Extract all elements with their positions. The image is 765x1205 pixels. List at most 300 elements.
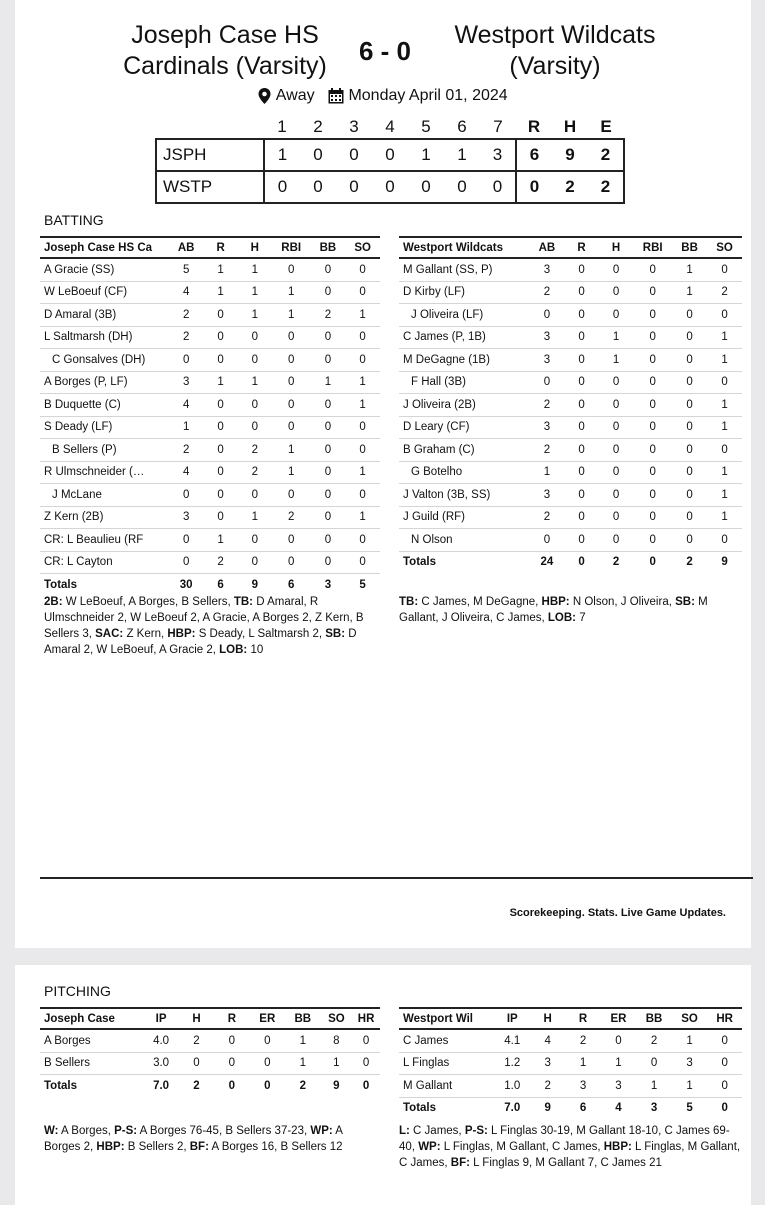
linescore-header-row [156, 116, 624, 139]
stat-cell: 0 [564, 506, 598, 529]
stat-cell: 0 [564, 439, 598, 462]
column-header: R [564, 237, 598, 258]
inning-score: 0 [480, 171, 516, 203]
note-key: HBP: [541, 596, 570, 608]
stat-cell: 0 [599, 529, 633, 552]
stat-cell: 1 [599, 349, 633, 372]
note-key: TB: [399, 596, 419, 608]
player-name: A Borges (P, LF) [40, 371, 169, 394]
stat-cell: 2 [565, 1029, 600, 1052]
stat-cell: 1 [707, 349, 742, 372]
note-value: A Borges 76-45, B Sellers 37-23, [137, 1125, 311, 1137]
stat-cell: 0 [272, 371, 311, 394]
stat-cell: 0 [672, 326, 707, 349]
team-column-header: Westport Wil [399, 1008, 494, 1029]
inning-score: 0 [444, 171, 480, 203]
note-key: P-S: [114, 1125, 138, 1137]
total-cell: 7.0 [153, 1079, 170, 1092]
note-key: WP: [418, 1141, 441, 1153]
location-pin-icon [258, 88, 271, 104]
tagline: Scorekeeping. Stats. Live Game Updates. [509, 907, 726, 919]
player-name: S Deady (LF) [40, 416, 169, 439]
player-name: W LeBoeuf (CF) [40, 281, 169, 304]
stat-cell: 0 [672, 506, 707, 529]
stat-cell: 8 [321, 1029, 353, 1052]
stat-cell: 1.0 [494, 1075, 530, 1098]
player-name: C James (P, 1B) [399, 326, 529, 349]
total-cell: 4 [615, 1102, 622, 1115]
stat-cell: 1 [238, 281, 272, 304]
stat-cell: 0 [238, 551, 272, 574]
game-date: Monday April 01, 2024 [348, 87, 508, 104]
player-row [399, 461, 742, 484]
pitching-card [15, 965, 751, 1205]
total-cell: 9 [333, 1079, 340, 1092]
stat-cell: 5 [169, 258, 204, 281]
inning-score: 1 [444, 139, 480, 171]
stat-cell: 0 [707, 439, 742, 462]
total-cell: 9 [251, 578, 258, 591]
stat-cell: 2 [169, 439, 204, 462]
note-value: B Sellers 2, [124, 1141, 190, 1153]
stat-cell: 3 [529, 349, 564, 372]
stat-cell: 4.1 [494, 1029, 530, 1052]
inning-score: 3 [480, 139, 516, 171]
stat-cell: 0 [633, 258, 672, 281]
linescore-row [156, 171, 624, 203]
team-column-header: Joseph Case [40, 1008, 143, 1029]
player-row [40, 349, 380, 372]
column-header: H [179, 1008, 214, 1029]
note-key: SB: [675, 596, 695, 608]
stat-cell: 0 [599, 461, 633, 484]
column-header: SO [345, 237, 380, 258]
stat-cell: 0 [250, 1052, 286, 1075]
stat-cell: 1 [345, 461, 380, 484]
total-cell: 0 [578, 556, 585, 569]
stat-cell: 0 [564, 461, 598, 484]
stat-cell: 1 [672, 1029, 708, 1052]
stat-cell: 0 [272, 326, 311, 349]
player-name: J Valton (3B, SS) [399, 484, 529, 507]
total-cell: 9 [544, 1102, 551, 1115]
stat-cell: 1 [601, 1052, 637, 1075]
inning-1-header: 1 [277, 117, 287, 136]
stat-cell: 0 [204, 439, 238, 462]
stat-cell: 1 [272, 304, 311, 327]
stat-cell: 0 [311, 529, 346, 552]
team-column-header: Joseph Case HS Ca [40, 237, 169, 258]
note-key: P-S: [464, 1125, 488, 1137]
stat-cell: 3 [601, 1075, 637, 1098]
stat-cell: 3 [529, 258, 564, 281]
player-row [399, 1052, 742, 1075]
home-pitching-table [40, 1007, 380, 1097]
section-divider [40, 877, 753, 879]
stat-cell: 0 [599, 439, 633, 462]
stat-cell: 1 [636, 1075, 672, 1098]
stat-cell: 1 [672, 1075, 708, 1098]
column-header: RBI [272, 237, 311, 258]
stat-cell: 0 [169, 349, 204, 372]
totals-row [40, 1075, 380, 1097]
stat-cell: 0 [599, 416, 633, 439]
column-header: H [599, 237, 633, 258]
stat-cell: 0 [311, 416, 346, 439]
player-name: M Gallant [399, 1075, 494, 1098]
stat-cell: 0 [633, 281, 672, 304]
stat-cell: 0 [179, 1052, 214, 1075]
column-header: BB [311, 237, 346, 258]
stat-cell: 3 [530, 1052, 565, 1075]
stat-cell: 0 [633, 529, 672, 552]
stat-cell: 0 [345, 529, 380, 552]
stat-cell: 0 [672, 416, 707, 439]
stat-cell: 4.0 [143, 1029, 179, 1052]
stat-cell: 1 [169, 416, 204, 439]
total-cell: 0 [264, 1079, 271, 1092]
stat-cell: 0 [238, 349, 272, 372]
player-row [40, 371, 380, 394]
stat-cell: 0 [169, 529, 204, 552]
stat-cell: 0 [272, 416, 311, 439]
player-name: J Oliveira (2B) [399, 394, 529, 417]
player-name: A Gracie (SS) [40, 258, 169, 281]
note-key: 2B: [44, 596, 63, 608]
player-row [40, 439, 380, 462]
totals-label: Totals [44, 1079, 78, 1092]
inning-score: 0 [372, 139, 408, 171]
stat-cell: 1 [707, 506, 742, 529]
stat-cell: 1 [599, 326, 633, 349]
stat-cell: 0 [204, 416, 238, 439]
stat-cell: 0 [204, 349, 238, 372]
stat-cell: 0 [352, 1029, 380, 1052]
player-row [40, 551, 380, 574]
player-row [40, 1052, 380, 1075]
total-cell: 30 [179, 578, 193, 591]
stat-cell: 0 [311, 439, 346, 462]
total-cell: 7.0 [504, 1102, 521, 1115]
player-name: C James [399, 1029, 494, 1052]
column-header: ER [601, 1008, 637, 1029]
player-row [40, 281, 380, 304]
player-row [399, 281, 742, 304]
note-value: N Olson, J Oliveira, [569, 596, 676, 608]
stat-cell: 2 [169, 326, 204, 349]
player-row [40, 326, 380, 349]
player-row [399, 349, 742, 372]
stat-cell: 0 [564, 326, 598, 349]
stat-cell: 0 [672, 529, 707, 552]
inning-score: 1 [408, 139, 444, 171]
totals-label: Totals [403, 556, 437, 569]
stat-cell: 3 [672, 1052, 708, 1075]
stat-cell: 0 [633, 416, 672, 439]
stat-cell: 0 [272, 394, 311, 417]
player-name: M Gallant (SS, P) [399, 258, 529, 281]
stat-cell: 1 [272, 461, 311, 484]
total-cell: 6 [579, 1102, 587, 1115]
inning-score: 0 [300, 139, 336, 171]
total-cell: 2 [686, 556, 693, 569]
player-name: L Saltmarsh (DH) [40, 326, 169, 349]
note-key: HBP: [96, 1141, 125, 1153]
stat-cell: 0 [214, 1052, 249, 1075]
batting-section-title: BATTING [44, 212, 104, 228]
stat-cell: 1 [707, 484, 742, 507]
column-header: HR [707, 1008, 742, 1029]
home-pitching-notes [44, 1123, 374, 1155]
stat-cell: 0 [169, 484, 204, 507]
stat-cell: 1 [285, 1029, 321, 1052]
stat-cell: 0 [238, 484, 272, 507]
column-header: BB [636, 1008, 672, 1029]
column-header: IP [494, 1008, 530, 1029]
stat-cell: 0 [250, 1029, 286, 1052]
player-name: F Hall (3B) [399, 371, 529, 394]
stat-cell: 0 [169, 551, 204, 574]
stat-cell: 1 [529, 461, 564, 484]
stat-cell: 0 [204, 326, 238, 349]
column-header: BB [285, 1008, 321, 1029]
stat-cell: 1 [321, 1052, 353, 1075]
stat-cell: 0 [238, 529, 272, 552]
total-cell: 0 [362, 1079, 370, 1092]
stat-cell: 0 [272, 484, 311, 507]
stat-cell: 4 [169, 461, 204, 484]
note-value: Z Kern, [123, 628, 168, 640]
total-cell: 24 [540, 556, 554, 569]
stat-cell: 3 [529, 416, 564, 439]
stat-cell: 0 [204, 506, 238, 529]
stat-cell: 1 [238, 371, 272, 394]
stat-cell: 0 [599, 506, 633, 529]
inning-score: 0 [336, 139, 372, 171]
total-cell: 2 [612, 556, 620, 569]
stat-cell: 1 [707, 416, 742, 439]
errors-header: E [600, 117, 612, 136]
note-key: W: [44, 1125, 59, 1137]
stat-cell: 0 [707, 371, 742, 394]
player-row [40, 529, 380, 552]
stat-cell: 0 [707, 258, 742, 281]
stat-cell: 1 [238, 304, 272, 327]
stat-cell: 0 [672, 394, 707, 417]
stat-cell: 0 [311, 551, 346, 574]
stat-cell: 0 [672, 371, 707, 394]
game-meta [15, 87, 751, 105]
stat-cell: 0 [311, 281, 346, 304]
total-cell: 0 [228, 1079, 236, 1092]
column-header: R [565, 1008, 600, 1029]
player-row [399, 394, 742, 417]
stat-cell: 0 [599, 394, 633, 417]
note-value: D Amaral, R Ulmschneider 2, W LeBoeuf 2, A Gracie, A Borges 2, Z Kern, B Sellers 3, [44, 596, 364, 640]
stat-cell: 0 [272, 551, 311, 574]
stat-cell: 2 [707, 281, 742, 304]
stat-cell: 0 [238, 326, 272, 349]
stat-cell: 0 [564, 484, 598, 507]
stat-cell: 0 [633, 326, 672, 349]
stat-cell: 2 [238, 439, 272, 462]
note-key: L: [399, 1125, 410, 1137]
player-name: N Olson [399, 529, 529, 552]
stat-cell: 0 [672, 349, 707, 372]
away-batting-notes [399, 594, 744, 626]
stat-cell: 0 [214, 1029, 249, 1052]
note-value: L Finglas 30-19, M Gallant 18-10, C James 69-40, [399, 1125, 730, 1153]
total-cell: 5 [359, 578, 366, 591]
total-cell: 6 [288, 578, 295, 591]
stat-cell: 0 [238, 394, 272, 417]
stat-cell: 0 [564, 304, 598, 327]
inning-score: 0 [264, 171, 300, 203]
stat-cell: 0 [272, 529, 311, 552]
linescore-team: WSTP [156, 171, 264, 203]
inning-score: 0 [408, 171, 444, 203]
player-name: Z Kern (2B) [40, 506, 169, 529]
note-key: SAC: [95, 628, 124, 640]
stat-cell: 0 [345, 484, 380, 507]
stat-cell: 1 [707, 326, 742, 349]
stat-cell: 0 [672, 461, 707, 484]
stat-cell: 1 [238, 258, 272, 281]
stat-cell: 0 [672, 304, 707, 327]
stat-cell: 1 [204, 258, 238, 281]
linescore-team: JSPH [156, 139, 264, 171]
runs-total: 6 [516, 139, 552, 171]
stat-cell: 2 [636, 1029, 672, 1052]
header-row [40, 1008, 380, 1029]
note-value: M Gallant, J Oliveira, C James, [399, 596, 708, 624]
stat-cell: 0 [311, 258, 346, 281]
stat-cell: 0 [345, 551, 380, 574]
stat-cell: 0 [633, 371, 672, 394]
stat-cell: 0 [204, 394, 238, 417]
stat-cell: 2 [529, 394, 564, 417]
player-name: CR: L Cayton [40, 551, 169, 574]
stat-cell: 0 [599, 484, 633, 507]
column-header: AB [169, 237, 204, 258]
stat-cell: 1 [345, 506, 380, 529]
linescore-row [156, 139, 624, 171]
stat-cell: 0 [272, 258, 311, 281]
stat-cell: 1 [285, 1052, 321, 1075]
stat-cell: 0 [345, 281, 380, 304]
stat-cell: 1 [311, 371, 346, 394]
stat-cell: 0 [633, 349, 672, 372]
note-value: W LeBoeuf, A Borges, B Sellers, [62, 596, 234, 608]
stat-cell: 1 [345, 304, 380, 327]
stat-cell: 2 [272, 506, 311, 529]
stat-cell: 0 [238, 416, 272, 439]
errors-total: 2 [588, 139, 624, 171]
player-row [399, 416, 742, 439]
stat-cell: 1 [272, 281, 311, 304]
stat-cell: 0 [345, 349, 380, 372]
stat-cell: 0 [204, 484, 238, 507]
team-column-header: Westport Wildcats [399, 237, 529, 258]
note-key: LOB: [547, 612, 577, 624]
column-header: RBI [633, 237, 672, 258]
header-row [40, 237, 380, 258]
column-header: H [238, 237, 272, 258]
stat-cell: 0 [529, 371, 564, 394]
total-cell: 0 [721, 1102, 728, 1115]
player-name: B Sellers [40, 1052, 143, 1075]
player-row [40, 461, 380, 484]
stat-cell: 0 [564, 529, 598, 552]
stat-cell: 2 [311, 304, 346, 327]
total-cell: 2 [299, 1079, 306, 1092]
totals-row [40, 574, 380, 596]
note-value: C James, M DeGagne, [418, 596, 542, 608]
calendar-icon [328, 88, 344, 104]
player-row [399, 326, 742, 349]
column-header: ER [250, 1008, 286, 1029]
note-value: 10 [247, 644, 264, 656]
note-key: HBP: [603, 1141, 632, 1153]
stat-cell: 3 [529, 484, 564, 507]
stat-cell: 0 [707, 1029, 742, 1052]
note-key: SB: [325, 628, 346, 640]
note-value: L Finglas, M Gallant, C James, [399, 1141, 741, 1169]
player-name: A Borges [40, 1029, 143, 1052]
stat-cell: 0 [707, 1052, 742, 1075]
stat-cell: 4 [530, 1029, 565, 1052]
stat-cell: 1 [565, 1052, 600, 1075]
stat-cell: 0 [311, 461, 346, 484]
stat-cell: 0 [529, 304, 564, 327]
stat-cell: 0 [633, 506, 672, 529]
note-key: LOB: [219, 644, 248, 656]
stat-cell: 1 [672, 258, 707, 281]
player-row [399, 506, 742, 529]
final-score: 6 - 0 [358, 36, 412, 66]
player-name: C Gonsalves (DH) [40, 349, 169, 372]
stat-cell: 2 [169, 304, 204, 327]
stat-cell: 3 [169, 371, 204, 394]
stat-cell: 0 [707, 529, 742, 552]
inning-4-header: 4 [385, 117, 395, 136]
column-header: SO [672, 1008, 708, 1029]
hits-total: 2 [552, 171, 588, 203]
note-key: BF: [189, 1141, 209, 1153]
stat-cell: 0 [204, 304, 238, 327]
hits-total: 9 [552, 139, 588, 171]
stat-cell: 1 [204, 371, 238, 394]
stat-cell: 0 [564, 349, 598, 372]
note-value: D Amaral 2, W LeBoeuf, A Gracie 2, [44, 628, 357, 656]
totals-row [399, 1097, 742, 1119]
player-row [399, 484, 742, 507]
stat-cell: 0 [633, 304, 672, 327]
stat-cell: 2 [204, 551, 238, 574]
stat-cell: 0 [311, 349, 346, 372]
player-row [399, 1029, 742, 1052]
stat-cell: 3 [169, 506, 204, 529]
stat-cell: 0 [311, 506, 346, 529]
stat-cell: 0 [311, 326, 346, 349]
note-value: S Deady, L Saltmarsh 2, [195, 628, 326, 640]
stat-cell: 0 [564, 258, 598, 281]
player-row [399, 439, 742, 462]
player-row [40, 394, 380, 417]
stat-cell: 0 [672, 484, 707, 507]
game-summary-card [15, 0, 751, 948]
stat-cell: 0 [272, 349, 311, 372]
